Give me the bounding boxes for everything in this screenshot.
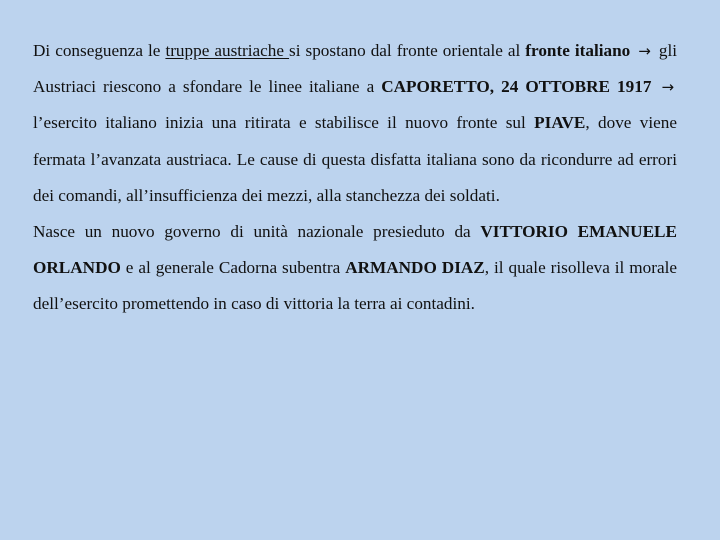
text-run: si spostano dal fronte orientale al <box>289 41 526 60</box>
text-run: l’esercito italiano inizia una ritirata e stabilisce il nuovo fronte sul <box>33 113 535 133</box>
text-run: e al generale Cadorna subentra <box>120 258 346 278</box>
bold-text-caporetto-date: CAPORETTO, 24 OTTOBRE 1917 <box>381 77 652 97</box>
bold-text-armando-diaz: ARMANDO DIAZ <box>345 258 485 278</box>
text-run: Nasce un nuovo governo di unità nazionale presieduto da <box>33 222 481 242</box>
bold-text-fronte-italiano: fronte italiano <box>525 41 631 60</box>
text-run: gli Austriaci riescono a sfondare le linee italiane a <box>33 41 677 97</box>
bold-text-piave: PIAVE <box>534 113 586 133</box>
arrow-right-icon: → <box>638 42 651 60</box>
underlined-text-truppe-austriache: truppe austriache <box>165 41 290 60</box>
bold-text-vittorio-emanuele-orlando: VITTORIO EMANUELE ORLANDO <box>33 222 677 278</box>
paragraph-new-government <box>33 214 677 323</box>
text-run: , il quale risolleva il morale dell’esercito promettendo in caso di vittoria la terra ai contadini. <box>33 258 677 314</box>
text-run: , dove viene fermata l’avanzata austriaca. Le cause di questa disfatta italiana sono da ricondurre ad errori dei comandi, all’insufficienza dei mezzi, alla stanchezza dei soldati. <box>33 113 677 205</box>
text-run: Di conseguenza le <box>33 41 166 60</box>
arrow-right-icon: → <box>661 78 675 97</box>
paragraph-caporetto <box>33 33 677 214</box>
slide-content <box>33 33 677 323</box>
